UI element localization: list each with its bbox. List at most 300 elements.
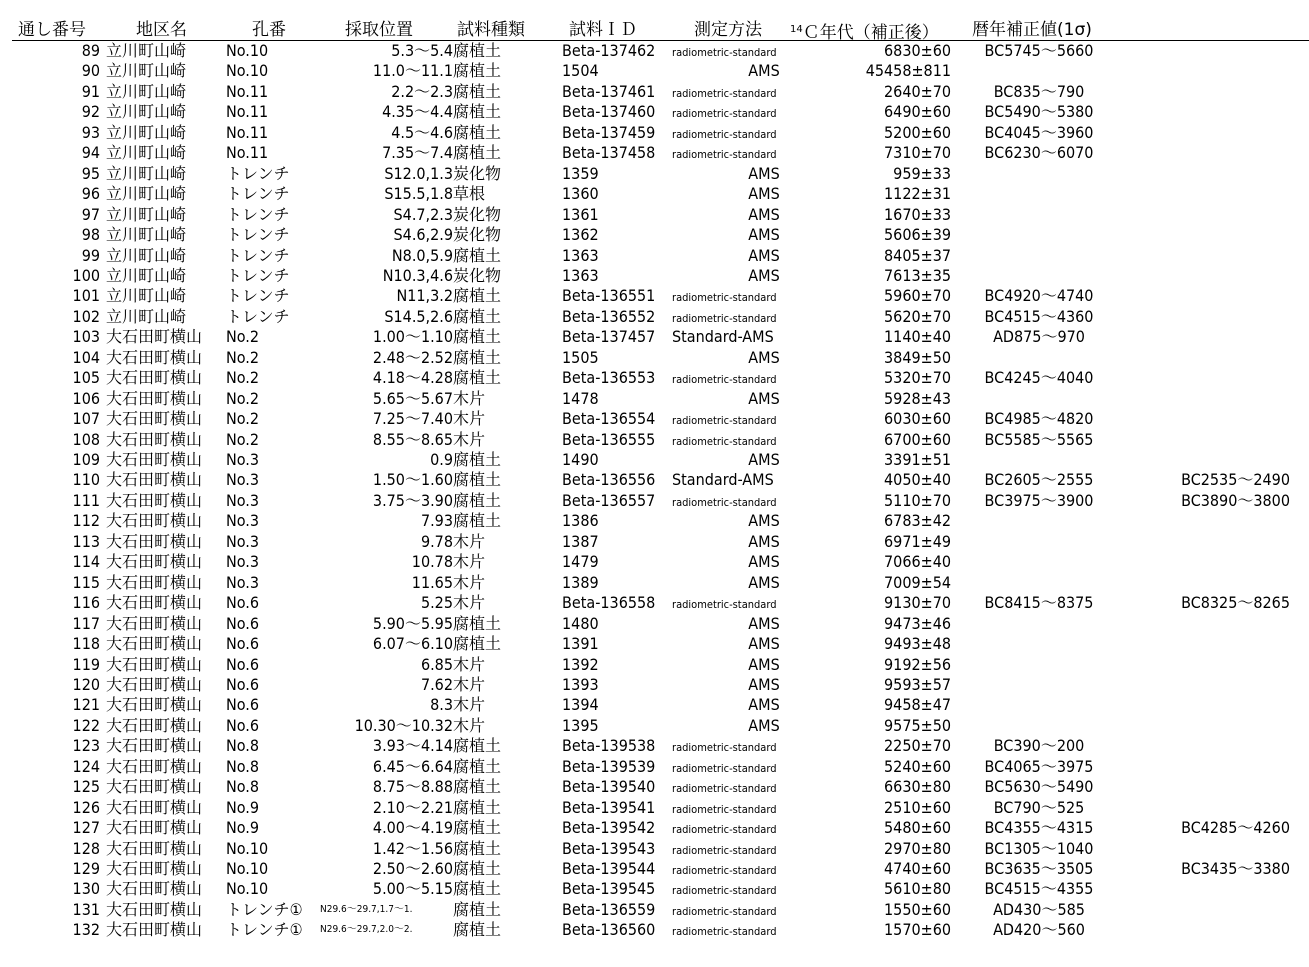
cell-c14-age: 45458±811 — [865, 61, 951, 81]
cell-serial-no: 113 — [72, 531, 100, 551]
cell-serial-no: 94 — [81, 143, 100, 163]
cell-position: N11,3.2 — [396, 286, 453, 306]
cell-sample-type: 腐植土 — [453, 102, 502, 122]
cell-cal-range-1: BC1305～1040 — [984, 838, 1094, 858]
cell-sample-id: 1362 — [562, 225, 599, 245]
cell-hole: No.2 — [226, 368, 260, 388]
cell-c14-age: 6783±42 — [884, 511, 951, 531]
cell-method: radiometric-standard — [672, 843, 777, 857]
cell-sample-id: Beta-139543 — [562, 838, 656, 858]
cell-area: 立川町山崎 — [106, 286, 187, 306]
cell-serial-no: 130 — [72, 879, 100, 899]
cell-hole: No.8 — [226, 777, 260, 797]
cell-position: 4.00～4.19 — [372, 818, 453, 838]
cell-sample-type: 木片 — [453, 388, 486, 408]
cell-c14-age: 3849±50 — [884, 347, 951, 367]
cell-hole: No.6 — [226, 654, 260, 674]
cell-sample-id: Beta-137457 — [562, 327, 656, 347]
cell-position: 6.07～6.10 — [372, 634, 453, 654]
cell-sample-type: 腐植土 — [453, 470, 502, 490]
cell-hole: No.8 — [226, 756, 260, 776]
cell-c14-age: 959±33 — [893, 163, 951, 183]
cell-sample-type: 腐植土 — [453, 899, 502, 919]
cell-sample-id: Beta-136557 — [562, 490, 656, 510]
cell-area: 大石田町横山 — [106, 347, 203, 367]
cell-sample-type: 炭化物 — [453, 204, 502, 224]
cell-cal-range-1: BC4515～4360 — [984, 306, 1094, 326]
cell-method: AMS — [748, 613, 780, 633]
cell-sample-id: 1363 — [562, 245, 599, 265]
cell-method: radiometric-standard — [672, 414, 777, 428]
cell-cal-range-1 — [962, 450, 1116, 471]
cell-method: AMS — [748, 654, 780, 674]
cell-c14-age: 5620±70 — [884, 306, 951, 326]
cell-serial-no: 127 — [72, 818, 100, 838]
cell-cal-range-1: BC5585～5565 — [984, 429, 1094, 449]
cell-sample-type: 木片 — [453, 409, 486, 429]
header-hole: 孔番 — [252, 20, 286, 40]
cell-cal-range-1: BC4065～3975 — [984, 756, 1094, 776]
cell-cal-range-1 — [962, 246, 1116, 267]
cell-sample-id: Beta-139544 — [562, 859, 656, 878]
cell-position: 7.93 — [420, 511, 453, 531]
cell-sample-id: 1480 — [562, 613, 599, 633]
cell-method: radiometric-standard — [672, 495, 777, 509]
cell-cal-range-1: BC790～525 — [993, 797, 1085, 817]
cell-c14-age: 6030±60 — [884, 409, 951, 429]
table-row — [0, 368, 1309, 389]
table-row — [0, 409, 1309, 430]
table-row — [0, 430, 1309, 451]
cell-area: 大石田町横山 — [106, 613, 203, 633]
table-row — [0, 634, 1309, 655]
cell-c14-age: 5960±70 — [884, 286, 951, 306]
cell-c14-age: 6490±60 — [884, 102, 951, 122]
cell-method: AMS — [748, 225, 780, 245]
table-row — [0, 41, 1309, 62]
cell-c14-age: 6630±80 — [884, 777, 951, 797]
cell-cal-range-2 — [1140, 389, 1290, 410]
cell-position: 8.55～8.65 — [372, 429, 453, 449]
cell-hole: No.9 — [226, 797, 260, 817]
cell-area: 立川町山崎 — [106, 204, 187, 224]
cell-sample-type: 木片 — [453, 593, 486, 613]
cell-hole: No.10 — [226, 41, 269, 60]
cell-sample-id: Beta-136558 — [562, 593, 656, 613]
cell-serial-no: 122 — [72, 715, 100, 735]
cell-hole: トレンチ — [226, 184, 290, 204]
cell-serial-no: 118 — [72, 634, 100, 654]
cell-sample-type: 腐植土 — [453, 756, 502, 776]
cell-sample-type: 木片 — [453, 654, 486, 674]
cell-area: 大石田町横山 — [106, 756, 203, 776]
cell-sample-type: 腐植土 — [453, 306, 502, 326]
cell-serial-no: 103 — [72, 327, 100, 347]
cell-hole: No.3 — [226, 450, 260, 469]
cell-sample-id: Beta-139539 — [562, 756, 656, 776]
cell-sample-id: Beta-137458 — [562, 143, 656, 163]
cell-cal-range-1 — [962, 225, 1116, 246]
cell-cal-range-2 — [1140, 164, 1290, 185]
cell-area: 立川町山崎 — [106, 81, 187, 101]
cell-cal-range-2: BC3435～3380 — [1181, 859, 1290, 878]
cell-serial-no: 95 — [81, 163, 100, 183]
table-row — [0, 450, 1309, 471]
cell-c14-age: 5200±60 — [884, 122, 951, 142]
cell-sample-type: 腐植土 — [453, 81, 502, 101]
cell-area: 立川町山崎 — [106, 245, 187, 265]
cell-sample-id: 1392 — [562, 654, 599, 674]
cell-serial-no: 131 — [72, 899, 100, 919]
cell-sample-id: Beta-139540 — [562, 777, 656, 797]
cell-method: radiometric-standard — [672, 373, 777, 387]
cell-cal-range-1: BC5490～5380 — [984, 102, 1094, 122]
cell-hole: No.6 — [226, 613, 260, 633]
table-row — [0, 205, 1309, 226]
cell-method: radiometric-standard — [672, 107, 777, 121]
cell-cal-range-2 — [1140, 900, 1290, 921]
cell-method: AMS — [748, 184, 780, 204]
cell-hole: No.10 — [226, 879, 269, 899]
cell-hole: No.11 — [226, 81, 269, 101]
cell-cal-range-1: AD420～560 — [993, 920, 1085, 940]
cell-sample-type: 木片 — [453, 695, 486, 715]
cell-serial-no: 109 — [72, 450, 100, 469]
cell-serial-no: 89 — [81, 41, 100, 60]
cell-cal-range-1 — [962, 164, 1116, 185]
table-row — [0, 675, 1309, 696]
cell-cal-range-2 — [1140, 532, 1290, 553]
cell-serial-no: 107 — [72, 409, 100, 429]
cell-area: 大石田町横山 — [106, 634, 203, 654]
table-row — [0, 736, 1309, 757]
cell-hole: No.2 — [226, 347, 260, 367]
cell-hole: No.11 — [226, 143, 269, 163]
cell-area: 大石田町横山 — [106, 490, 203, 510]
cell-cal-range-2 — [1140, 675, 1290, 696]
cell-hole: No.6 — [226, 593, 260, 613]
cell-sample-id: Beta-139541 — [562, 797, 656, 817]
header-position: 採取位置 — [345, 20, 413, 40]
cell-position: 5.00～5.15 — [372, 879, 453, 899]
cell-c14-age: 9575±50 — [884, 715, 951, 735]
cell-sample-id: 1363 — [562, 265, 599, 285]
cell-cal-range-1 — [962, 184, 1116, 205]
cell-serial-no: 93 — [81, 122, 100, 142]
cell-position: 5.90～5.95 — [372, 613, 453, 633]
cell-sample-id: 1394 — [562, 695, 599, 715]
cell-c14-age: 9493±48 — [884, 634, 951, 654]
cell-method: radiometric-standard — [672, 823, 777, 837]
cell-method: radiometric-standard — [672, 925, 777, 939]
cell-sample-type: 炭化物 — [453, 163, 502, 183]
table-row — [0, 695, 1309, 716]
cell-method: AMS — [748, 347, 780, 367]
cell-c14-age: 1670±33 — [884, 204, 951, 224]
cell-serial-no: 102 — [72, 306, 100, 326]
cell-serial-no: 116 — [72, 593, 100, 613]
cell-hole: No.10 — [226, 838, 269, 858]
cell-serial-no: 119 — [72, 654, 100, 674]
cell-cal-range-1: BC4245～4040 — [984, 368, 1094, 388]
cell-cal-range-2 — [1140, 307, 1290, 328]
cell-area: 立川町山崎 — [106, 225, 187, 245]
cell-c14-age: 5928±43 — [884, 388, 951, 408]
cell-position: 2.50～2.60 — [372, 859, 453, 878]
cell-position: 2.48～2.52 — [372, 347, 453, 367]
cell-cal-range-2: BC3890～3800 — [1181, 490, 1290, 510]
cell-hole: No.6 — [226, 695, 260, 715]
cell-cal-range-1: BC4985～4820 — [984, 409, 1094, 429]
cell-method: AMS — [748, 245, 780, 265]
cell-sample-id: Beta-137460 — [562, 102, 656, 122]
cell-position: 8.75～8.88 — [372, 777, 453, 797]
cell-serial-no: 104 — [72, 347, 100, 367]
cell-sample-id: Beta-136553 — [562, 368, 656, 388]
cell-position: 4.18～4.28 — [372, 368, 453, 388]
cell-sample-id: 1361 — [562, 204, 599, 224]
cell-sample-type: 木片 — [453, 715, 486, 735]
cell-cal-range-1: BC2605～2555 — [984, 470, 1094, 490]
cell-serial-no: 112 — [72, 511, 100, 531]
cell-cal-range-2 — [1140, 286, 1290, 307]
cell-sample-type: 木片 — [453, 552, 486, 572]
cell-sample-type: 木片 — [453, 531, 486, 551]
cell-cal-range-2 — [1140, 430, 1290, 451]
cell-sample-type: 腐植土 — [453, 797, 502, 817]
cell-sample-id: Beta-136560 — [562, 920, 656, 940]
cell-hole: No.6 — [226, 715, 260, 735]
cell-sample-type: 木片 — [453, 429, 486, 449]
cell-method: radiometric-standard — [672, 782, 777, 796]
cell-serial-no: 106 — [72, 388, 100, 408]
cell-method: AMS — [748, 265, 780, 285]
cell-position: S4.6,2.9 — [393, 225, 453, 245]
header-method: 測定方法 — [694, 20, 762, 40]
cell-cal-range-1 — [962, 348, 1116, 369]
cell-serial-no: 114 — [72, 552, 100, 572]
cell-area: 大石田町横山 — [106, 368, 203, 388]
cell-area: 大石田町横山 — [106, 450, 203, 469]
cell-c14-age: 9458±47 — [884, 695, 951, 715]
cell-sample-id: 1395 — [562, 715, 599, 735]
cell-cal-range-1: BC390～200 — [993, 736, 1085, 756]
header-area: 地区名 — [136, 20, 187, 40]
cell-sample-id: 1387 — [562, 531, 599, 551]
cell-position: 11.0～11.1 — [372, 61, 453, 81]
cell-position: S12.0,1.3 — [384, 163, 453, 183]
cell-cal-range-2 — [1140, 511, 1290, 532]
cell-hole: No.3 — [226, 511, 260, 531]
cell-c14-age: 9192±56 — [884, 654, 951, 674]
cell-hole: No.3 — [226, 490, 260, 510]
cell-position: 10.30～10.32 — [354, 715, 453, 735]
cell-area: 大石田町横山 — [106, 388, 203, 408]
cell-hole: No.11 — [226, 102, 269, 122]
cell-c14-age: 3391±51 — [884, 450, 951, 469]
cell-cal-range-2 — [1140, 327, 1290, 348]
cell-sample-type: 腐植土 — [453, 61, 502, 81]
cell-position: 2.10～2.21 — [372, 797, 453, 817]
cell-method: AMS — [748, 204, 780, 224]
cell-sample-id: Beta-136551 — [562, 286, 656, 306]
cell-method: radiometric-standard — [672, 434, 777, 448]
table-row — [0, 859, 1309, 880]
cell-c14-age: 5610±80 — [884, 879, 951, 899]
table-row — [0, 532, 1309, 553]
cell-sample-type: 腐植土 — [453, 327, 502, 347]
table-row — [0, 286, 1309, 307]
cell-cal-range-2 — [1140, 879, 1290, 900]
cell-cal-range-2 — [1140, 205, 1290, 226]
cell-c14-age: 2970±80 — [884, 838, 951, 858]
table-row — [0, 348, 1309, 369]
cell-position: 7.35～7.4 — [382, 143, 453, 163]
cell-method: AMS — [748, 674, 780, 694]
cell-area: 大石田町横山 — [106, 777, 203, 797]
cell-cal-range-2 — [1140, 716, 1290, 737]
cell-hole: No.6 — [226, 634, 260, 654]
cell-sample-type: 腐植土 — [453, 777, 502, 797]
cell-method: radiometric-standard — [672, 148, 777, 162]
cell-c14-age: 2510±60 — [884, 797, 951, 817]
cell-sample-type: 草根 — [453, 184, 486, 204]
cell-sample-id: Beta-137461 — [562, 81, 656, 101]
cell-cal-range-2 — [1140, 614, 1290, 635]
cell-hole: No.3 — [226, 572, 260, 592]
cell-area: 大石田町横山 — [106, 736, 203, 756]
cell-serial-no: 92 — [81, 102, 100, 122]
cell-area: 大石田町横山 — [106, 552, 203, 572]
table-row — [0, 123, 1309, 144]
cell-cal-range-2 — [1140, 757, 1290, 778]
cell-sample-id: 1393 — [562, 674, 599, 694]
table-row — [0, 839, 1309, 860]
cell-area: 立川町山崎 — [106, 122, 187, 142]
cell-position: 1.00～1.10 — [372, 327, 453, 347]
cell-method: AMS — [748, 388, 780, 408]
cell-position: 2.2～2.3 — [391, 81, 453, 101]
c14-label: Ｃ年代（補正後） — [802, 23, 939, 43]
table-row — [0, 552, 1309, 573]
cell-sample-id: 1478 — [562, 388, 599, 408]
cell-cal-range-1: BC5745～5660 — [984, 41, 1094, 60]
cell-position: 5.3～5.4 — [391, 41, 453, 60]
cell-area: 大石田町横山 — [106, 695, 203, 715]
cell-position: N29.6～29.7,1.7～1. — [320, 903, 413, 915]
cell-cal-range-2: BC2535～2490 — [1181, 470, 1290, 490]
cell-cal-range-1: BC4355～4315 — [984, 818, 1094, 838]
cell-serial-no: 108 — [72, 429, 100, 449]
cell-area: 立川町山崎 — [106, 143, 187, 163]
cell-serial-no: 110 — [72, 470, 100, 490]
cell-cal-range-1 — [962, 552, 1116, 573]
cell-cal-range-2 — [1140, 266, 1290, 287]
cell-sample-type: 腐植土 — [453, 347, 502, 367]
cell-cal-range-2 — [1140, 655, 1290, 676]
cell-sample-id: Beta-136559 — [562, 899, 656, 919]
cell-sample-id: 1360 — [562, 184, 599, 204]
cell-hole: トレンチ — [226, 306, 290, 326]
cell-sample-type: 腐植土 — [453, 41, 502, 60]
cell-sample-id: 1504 — [562, 61, 599, 81]
cell-area: 大石田町横山 — [106, 818, 203, 838]
cell-method: Standard-AMS — [672, 327, 774, 347]
cell-position: 11.65 — [411, 572, 453, 592]
cell-c14-age: 1122±31 — [884, 184, 951, 204]
cell-cal-range-1 — [962, 614, 1116, 635]
cell-hole: No.6 — [226, 674, 260, 694]
cell-position: 1.50～1.60 — [372, 470, 453, 490]
cell-sample-type: 炭化物 — [453, 265, 502, 285]
cell-cal-range-1 — [962, 573, 1116, 594]
cell-cal-range-2 — [1140, 348, 1290, 369]
cell-hole: No.3 — [226, 470, 260, 490]
cell-area: 立川町山崎 — [106, 41, 187, 60]
cell-cal-range-2: BC4285～4260 — [1181, 818, 1290, 838]
cell-cal-range-1 — [962, 205, 1116, 226]
cell-c14-age: 5480±60 — [884, 818, 951, 838]
cell-method: radiometric-standard — [672, 46, 777, 59]
cell-sample-type: 腐植土 — [453, 736, 502, 756]
cell-area: 大石田町横山 — [106, 511, 203, 531]
table-row — [0, 511, 1309, 532]
cell-position: 5.65～5.67 — [372, 388, 453, 408]
cell-position: 5.25 — [420, 593, 453, 613]
cell-hole: トレンチ — [226, 265, 290, 285]
cell-serial-no: 132 — [72, 920, 100, 940]
cell-cal-range-1 — [962, 655, 1116, 676]
cell-cal-range-2 — [1140, 736, 1290, 757]
cell-sample-id: Beta-139545 — [562, 879, 656, 899]
table-row — [0, 716, 1309, 737]
cell-serial-no: 121 — [72, 695, 100, 715]
cell-hole: No.2 — [226, 388, 260, 408]
cell-c14-age: 5240±60 — [884, 756, 951, 776]
table-row — [0, 307, 1309, 328]
cell-cal-range-1 — [962, 61, 1116, 82]
table-row — [0, 82, 1309, 103]
cell-sample-type: 腐植土 — [453, 450, 502, 469]
cell-method: AMS — [748, 511, 780, 531]
cell-position: 10.78 — [411, 552, 453, 572]
cell-area: 大石田町横山 — [106, 859, 203, 878]
cell-sample-id: 1479 — [562, 552, 599, 572]
cell-serial-no: 99 — [81, 245, 100, 265]
table-row — [0, 143, 1309, 164]
cell-position: N8.0,5.9 — [391, 245, 453, 265]
cell-method: AMS — [748, 450, 780, 469]
cell-position: 9.78 — [420, 531, 453, 551]
cell-cal-range-2 — [1140, 123, 1290, 144]
table-row — [0, 900, 1309, 921]
cell-sample-id: Beta-137459 — [562, 122, 656, 142]
cell-c14-age: 2250±70 — [884, 736, 951, 756]
cell-sample-id: Beta-137462 — [562, 41, 656, 60]
cell-position: 6.85 — [420, 654, 453, 674]
cell-serial-no: 117 — [72, 613, 100, 633]
cell-c14-age: 4050±40 — [884, 470, 951, 490]
c14-superscript: 14 — [790, 24, 803, 35]
cell-sample-type: 木片 — [453, 572, 486, 592]
cell-sample-type: 木片 — [453, 674, 486, 694]
cell-cal-range-1: BC4515～4355 — [984, 879, 1094, 899]
cell-cal-range-2: BC8325～8265 — [1181, 593, 1290, 613]
cell-area: 立川町山崎 — [106, 306, 187, 326]
cell-area: 大石田町横山 — [106, 899, 203, 919]
cell-cal-range-2 — [1140, 61, 1290, 82]
cell-cal-range-1 — [962, 389, 1116, 410]
